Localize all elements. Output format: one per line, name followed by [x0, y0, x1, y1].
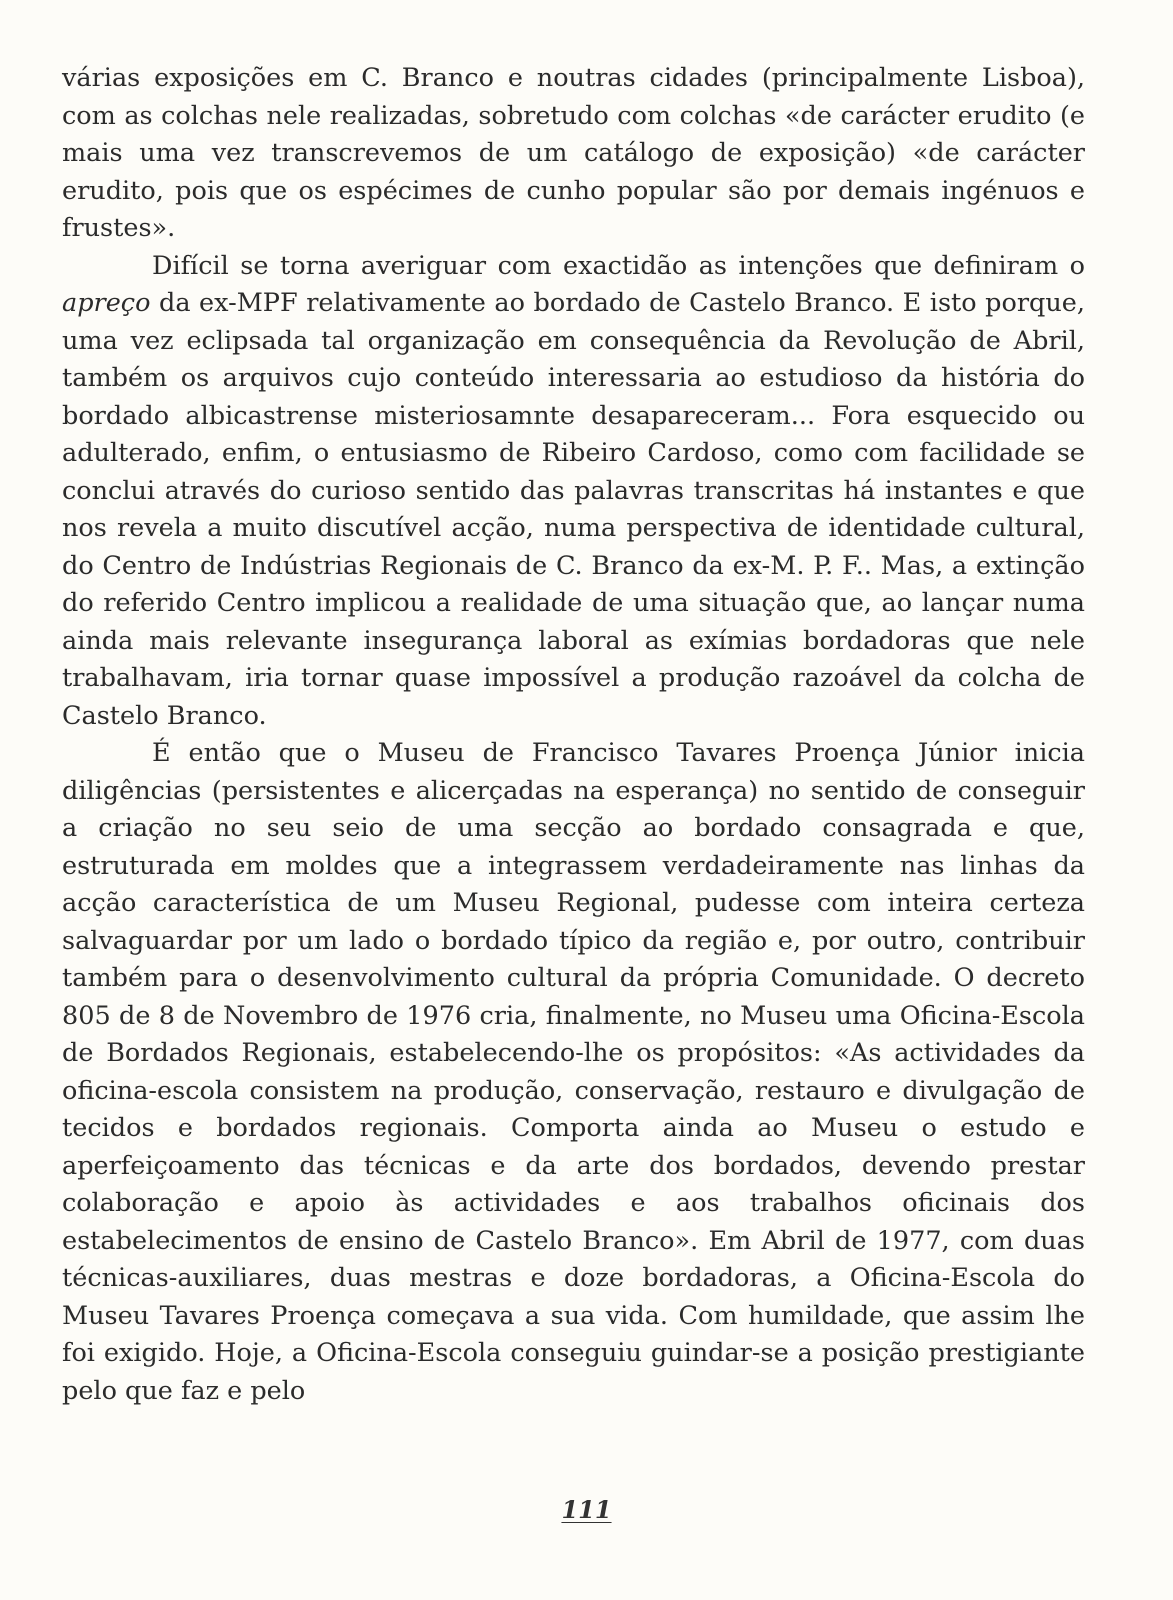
page-number: 111 — [561, 1495, 612, 1524]
paragraph-continuation: várias exposições em C. Branco e noutras cidades (principalmente Lisboa), com as colchas nele realizadas, sobretudo com colchas «de carácter erudito (e mais uma vez transcrevemos de um catálogo de exposição) «de carácter erudito, pois que os espécimes de cunho popular são por demais ingénuos e frustes». — [62, 63, 1085, 243]
body-text — [62, 60, 1085, 1410]
paragraph-text-end: da ex-MPF relativamente ao bordado de Castelo Branco. E isto porque, uma vez eclipsada tal organização em consequência da Revolução de Abril, também os arquivos cujo conteúdo interessaria ao estudioso da história do bordado albicastrense misteriosamnte desapareceram... Fora esquecido ou adulterado, enfim, o entusiasmo de Ribeiro Cardoso, como com facilidade se conclui através do curioso sentido das palavras transcritas há instantes e que nos revela a muito discutível acção, numa perspectiva de identidade cultural, do Centro de Indústrias Regionais de C. Branco da ex-M. P. F.. Mas, a extinção do referido Centro implicou a realidade de uma situação que, ao lançar numa ainda mais relevante insegurança laboral as exímias bordadoras que nele trabalhavam, iria tornar quase impossível a produção razoável da colcha de Castelo Branco. — [62, 288, 1085, 731]
paragraph-museum-workshop: É então que o Museu de Francisco Tavares Proença Júnior inicia diligências (persistentes e alicerçadas na esperança) no sentido de conseguir a criação no seu seio de uma secção ao bordado consagrada e que, estruturada em moldes que a integrassem verdadeiramente nas linhas da acção característica de um Museu Regional, pudesse com inteira certeza salvaguardar por um lado o bordado típico da região e, por outro, contribuir também para o desenvolvimento cultural da própria Comunidade. O decreto 805 de 8 de Novembro de 1976 cria, finalmente, no Museu uma Oficina-Escola de Bordados Regionais, estabelecendo-lhe os propósitos: «As actividades da oficina-escola consistem na produção, conservação, restauro e divulgação de tecidos e bordados regionais. Comporta ainda ao Museu o estudo e aperfeiçoamento das técnicas e da arte dos bordados, devendo prestar colaboração e apoio às actividades e aos trabalhos oficinais dos estabelecimentos de ensino de Castelo Branco». Em Abril de 1977, com duas técnicas-auxiliares, duas mestras e doze bordadoras, a Oficina-Escola do Museu Tavares Proença começava a sua vida. Com humildade, que assim lhe foi exigido. Hoje, a Oficina-Escola conseguiu guindar-se a posição prestigiante pelo que faz e pelo — [62, 738, 1085, 1406]
paragraph-mpf-appreciation — [62, 248, 1085, 736]
italic-word: apreço — [62, 288, 151, 318]
paragraph-text-start: Difícil se torna averiguar com exactidão as intenções que definiram o — [152, 250, 1085, 281]
